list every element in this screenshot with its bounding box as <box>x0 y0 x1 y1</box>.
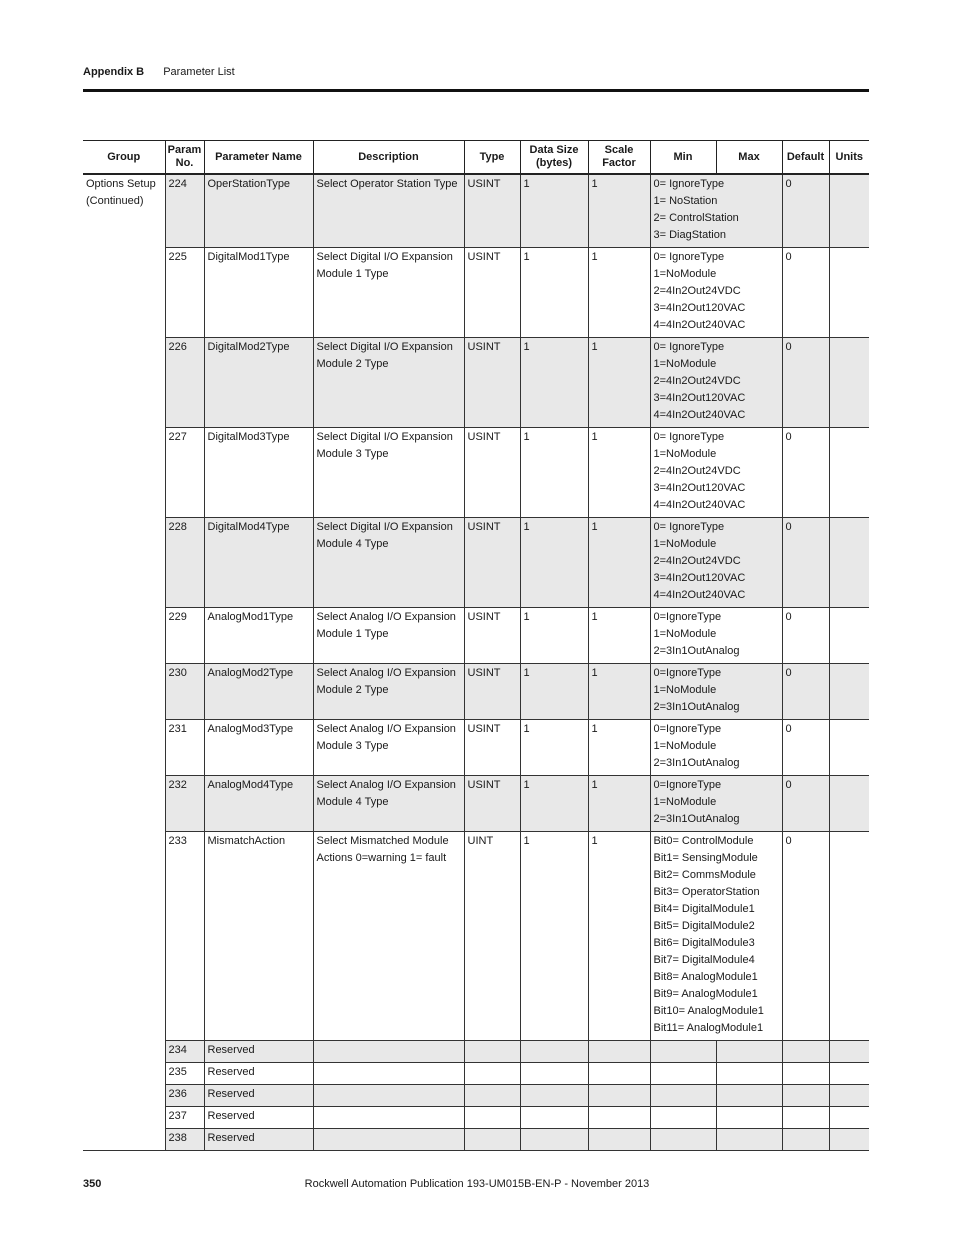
units <box>829 1041 869 1063</box>
units <box>829 1063 869 1085</box>
min-value <box>650 1085 716 1107</box>
data-size <box>520 1129 588 1151</box>
min-max-option: 0= IgnoreType <box>653 431 725 443</box>
scale-factor <box>588 1085 650 1107</box>
min-max-option: 3=4In2Out120VAC <box>653 572 746 584</box>
units <box>829 338 869 428</box>
parameter-name: Reserved <box>204 1041 313 1063</box>
column-header: Min <box>650 141 716 175</box>
min-max-option: Bit4= DigitalModule1 <box>653 903 755 915</box>
default-value: 0 <box>782 776 829 832</box>
data-type: USINT <box>464 664 520 720</box>
param-number: 232 <box>165 776 204 832</box>
data-size <box>520 1063 588 1085</box>
param-number: 230 <box>165 664 204 720</box>
min-max-option: 1=NoModule <box>653 740 717 752</box>
description: Select Digital I/O Expansion Module 1 Type <box>313 248 464 338</box>
min-max-values <box>650 174 782 248</box>
default-value <box>782 1085 829 1107</box>
table-row <box>83 1085 869 1107</box>
data-type: USINT <box>464 720 520 776</box>
parameter-name: Reserved <box>204 1085 313 1107</box>
column-header: Parameter Name <box>204 141 313 175</box>
scale-factor <box>588 1129 650 1151</box>
column-header: Units <box>829 141 869 175</box>
default-value <box>782 1107 829 1129</box>
default-value: 0 <box>782 518 829 608</box>
parameter-name: AnalogMod1Type <box>204 608 313 664</box>
min-max-option: 0=IgnoreType <box>653 779 722 791</box>
max-value <box>716 1063 782 1085</box>
description: Select Analog I/O Expansion Module 2 Type <box>313 664 464 720</box>
min-max-values <box>650 608 782 664</box>
min-max-option: Bit6= DigitalModule3 <box>653 937 755 949</box>
description: Select Analog I/O Expansion Module 1 Type <box>313 608 464 664</box>
parameter-name: AnalogMod4Type <box>204 776 313 832</box>
param-number: 233 <box>165 832 204 1041</box>
parameter-name: AnalogMod3Type <box>204 720 313 776</box>
table-row <box>83 1107 869 1129</box>
min-max-values <box>650 664 782 720</box>
default-value: 0 <box>782 248 829 338</box>
publication-line: Rockwell Automation Publication 193-UM015B-EN-P - November 2013 <box>304 1178 650 1190</box>
data-size: 1 <box>520 338 588 428</box>
min-max-option: 0=IgnoreType <box>653 723 722 735</box>
table-row <box>83 776 869 832</box>
scale-factor: 1 <box>588 428 650 518</box>
min-value <box>650 1129 716 1151</box>
description: Select Operator Station Type <box>313 174 464 248</box>
min-max-option: Bit10= AnalogModule1 <box>653 1005 764 1017</box>
min-value <box>650 1041 716 1063</box>
units <box>829 720 869 776</box>
min-max-values <box>650 518 782 608</box>
min-max-option: 2=3In1OutAnalog <box>653 701 740 713</box>
min-max-option: 1=NoModule <box>653 684 717 696</box>
units <box>829 174 869 248</box>
min-value <box>650 1107 716 1129</box>
min-max-values <box>650 248 782 338</box>
column-header: Data Size (bytes) <box>520 141 588 175</box>
data-size: 1 <box>520 518 588 608</box>
scale-factor: 1 <box>588 832 650 1041</box>
default-value: 0 <box>782 720 829 776</box>
param-number: 229 <box>165 608 204 664</box>
parameter-name: DigitalMod1Type <box>204 248 313 338</box>
min-max-option: 4=4In2Out240VAC <box>653 589 746 601</box>
param-number: 225 <box>165 248 204 338</box>
scale-factor: 1 <box>588 664 650 720</box>
param-number: 235 <box>165 1063 204 1085</box>
column-header: Max <box>716 141 782 175</box>
parameter-name: OperStationType <box>204 174 313 248</box>
data-size <box>520 1107 588 1129</box>
data-type: USINT <box>464 174 520 248</box>
min-max-option: Bit2= CommsModule <box>653 869 756 881</box>
description <box>313 1041 464 1063</box>
default-value: 0 <box>782 608 829 664</box>
min-max-values <box>650 720 782 776</box>
column-header: Param No. <box>165 141 204 175</box>
parameter-table <box>83 140 869 1151</box>
scale-factor <box>588 1063 650 1085</box>
param-number: 238 <box>165 1129 204 1151</box>
scale-factor: 1 <box>588 338 650 428</box>
min-max-option: 3=4In2Out120VAC <box>653 302 746 314</box>
data-type: USINT <box>464 608 520 664</box>
param-number: 227 <box>165 428 204 518</box>
description <box>313 1107 464 1129</box>
min-max-option: Bit8= AnalogModule1 <box>653 971 758 983</box>
column-header: Type <box>464 141 520 175</box>
min-max-option: 1=NoModule <box>653 448 717 460</box>
param-number: 234 <box>165 1041 204 1063</box>
description: Select Analog I/O Expansion Module 3 Type <box>313 720 464 776</box>
default-value <box>782 1063 829 1085</box>
description <box>313 1129 464 1151</box>
min-max-option: Bit7= DigitalModule4 <box>653 954 755 966</box>
min-max-option: 1=NoModule <box>653 538 717 550</box>
data-size <box>520 1041 588 1063</box>
data-size <box>520 1085 588 1107</box>
column-header: Group <box>83 141 165 175</box>
scale-factor: 1 <box>588 776 650 832</box>
table-row <box>83 720 869 776</box>
default-value: 0 <box>782 664 829 720</box>
min-max-option: 4=4In2Out240VAC <box>653 409 746 421</box>
min-max-option: 0= IgnoreType <box>653 178 725 190</box>
units <box>829 608 869 664</box>
running-header <box>83 66 235 78</box>
data-type: USINT <box>464 338 520 428</box>
data-type <box>464 1129 520 1151</box>
description: Select Digital I/O Expansion Module 3 Type <box>313 428 464 518</box>
section-label: Appendix B <box>83 66 145 78</box>
data-size: 1 <box>520 832 588 1041</box>
parameter-name: DigitalMod4Type <box>204 518 313 608</box>
min-max-option: 2=3In1OutAnalog <box>653 645 740 657</box>
data-size: 1 <box>520 608 588 664</box>
units <box>829 664 869 720</box>
units <box>829 776 869 832</box>
description <box>313 1085 464 1107</box>
data-type <box>464 1085 520 1107</box>
data-type <box>464 1041 520 1063</box>
page-number: 350 <box>83 1178 102 1190</box>
table-row <box>83 174 869 248</box>
header-rule <box>83 89 869 92</box>
table-row <box>83 608 869 664</box>
scale-factor: 1 <box>588 608 650 664</box>
data-type: USINT <box>464 428 520 518</box>
min-max-option: 1=NoModule <box>653 358 717 370</box>
max-value <box>716 1041 782 1063</box>
default-value <box>782 1041 829 1063</box>
column-header: Description <box>313 141 464 175</box>
min-max-option: 3=4In2Out120VAC <box>653 392 746 404</box>
min-max-option: 1=NoModule <box>653 268 717 280</box>
description: Select Mismatched Module Actions 0=warning 1= fault <box>313 832 464 1041</box>
min-max-option: 0=IgnoreType <box>653 667 722 679</box>
min-max-option: 2=4In2Out24VDC <box>653 375 741 387</box>
min-max-option: 2=4In2Out24VDC <box>653 285 741 297</box>
units <box>829 1107 869 1129</box>
description <box>313 1063 464 1085</box>
data-size: 1 <box>520 664 588 720</box>
parameter-name: MismatchAction <box>204 832 313 1041</box>
default-value: 0 <box>782 832 829 1041</box>
min-max-option: 1= NoStation <box>653 195 718 207</box>
units <box>829 248 869 338</box>
scale-factor: 1 <box>588 248 650 338</box>
min-max-values <box>650 832 782 1041</box>
min-max-option: 1=NoModule <box>653 796 717 808</box>
table-row <box>83 1129 869 1151</box>
min-max-option: 3=4In2Out120VAC <box>653 482 746 494</box>
table-row <box>83 518 869 608</box>
param-number: 224 <box>165 174 204 248</box>
column-header: Default <box>782 141 829 175</box>
parameter-name: AnalogMod2Type <box>204 664 313 720</box>
data-type: USINT <box>464 248 520 338</box>
section-title: Parameter List <box>163 66 235 78</box>
data-size: 1 <box>520 776 588 832</box>
table-header-row <box>83 141 869 175</box>
param-number: 236 <box>165 1085 204 1107</box>
table-row <box>83 248 869 338</box>
min-max-option: 4=4In2Out240VAC <box>653 499 746 511</box>
min-value <box>650 1063 716 1085</box>
min-max-option: Bit1= SensingModule <box>653 852 758 864</box>
data-type: UINT <box>464 832 520 1041</box>
min-max-option: 4=4In2Out240VAC <box>653 319 746 331</box>
min-max-option: 0= IgnoreType <box>653 521 725 533</box>
scale-factor: 1 <box>588 518 650 608</box>
parameter-name: Reserved <box>204 1063 313 1085</box>
table-row <box>83 1041 869 1063</box>
data-type <box>464 1063 520 1085</box>
data-type <box>464 1107 520 1129</box>
min-max-option: 2=3In1OutAnalog <box>653 757 740 769</box>
scale-factor: 1 <box>588 720 650 776</box>
scale-factor: 1 <box>588 174 650 248</box>
units <box>829 518 869 608</box>
default-value: 0 <box>782 338 829 428</box>
min-max-option: Bit5= DigitalModule2 <box>653 920 755 932</box>
data-size: 1 <box>520 720 588 776</box>
units <box>829 1085 869 1107</box>
max-value <box>716 1129 782 1151</box>
min-max-option: 3= DiagStation <box>653 229 726 241</box>
parameter-name: DigitalMod2Type <box>204 338 313 428</box>
description: Select Analog I/O Expansion Module 4 Type <box>313 776 464 832</box>
min-max-option: 0=IgnoreType <box>653 611 722 623</box>
data-size: 1 <box>520 428 588 518</box>
table-row <box>83 664 869 720</box>
description: Select Digital I/O Expansion Module 4 Type <box>313 518 464 608</box>
param-number: 226 <box>165 338 204 428</box>
description: Select Digital I/O Expansion Module 2 Type <box>313 338 464 428</box>
data-size: 1 <box>520 248 588 338</box>
units <box>829 1129 869 1151</box>
default-value: 0 <box>782 428 829 518</box>
data-type: USINT <box>464 776 520 832</box>
default-value <box>782 1129 829 1151</box>
max-value <box>716 1085 782 1107</box>
data-type: USINT <box>464 518 520 608</box>
default-value: 0 <box>782 174 829 248</box>
param-number: 237 <box>165 1107 204 1129</box>
parameter-name: DigitalMod3Type <box>204 428 313 518</box>
table-row <box>83 428 869 518</box>
min-max-values <box>650 776 782 832</box>
table-row <box>83 832 869 1041</box>
min-max-option: 2=4In2Out24VDC <box>653 465 741 477</box>
max-value <box>716 1107 782 1129</box>
min-max-option: 1=NoModule <box>653 628 717 640</box>
min-max-option: 0= IgnoreType <box>653 341 725 353</box>
min-max-option: Bit9= AnalogModule1 <box>653 988 758 1000</box>
min-max-option: 2= ControlStation <box>653 212 739 224</box>
table-row <box>83 1063 869 1085</box>
param-number: 228 <box>165 518 204 608</box>
data-size: 1 <box>520 174 588 248</box>
group-label: Options Setup (Continued) <box>83 174 165 1151</box>
min-max-values <box>650 428 782 518</box>
min-max-option: Bit11= AnalogModule1 <box>653 1022 764 1034</box>
min-max-option: Bit3= OperatorStation <box>653 886 760 898</box>
min-max-values <box>650 338 782 428</box>
parameter-name: Reserved <box>204 1129 313 1151</box>
param-number: 231 <box>165 720 204 776</box>
units <box>829 428 869 518</box>
table-row <box>83 338 869 428</box>
min-max-option: 0= IgnoreType <box>653 251 725 263</box>
min-max-option: 2=4In2Out24VDC <box>653 555 741 567</box>
parameter-name: Reserved <box>204 1107 313 1129</box>
min-max-option: Bit0= ControlModule <box>653 835 754 847</box>
scale-factor <box>588 1107 650 1129</box>
units <box>829 832 869 1041</box>
scale-factor <box>588 1041 650 1063</box>
min-max-option: 2=3In1OutAnalog <box>653 813 740 825</box>
column-header: Scale Factor <box>588 141 650 175</box>
